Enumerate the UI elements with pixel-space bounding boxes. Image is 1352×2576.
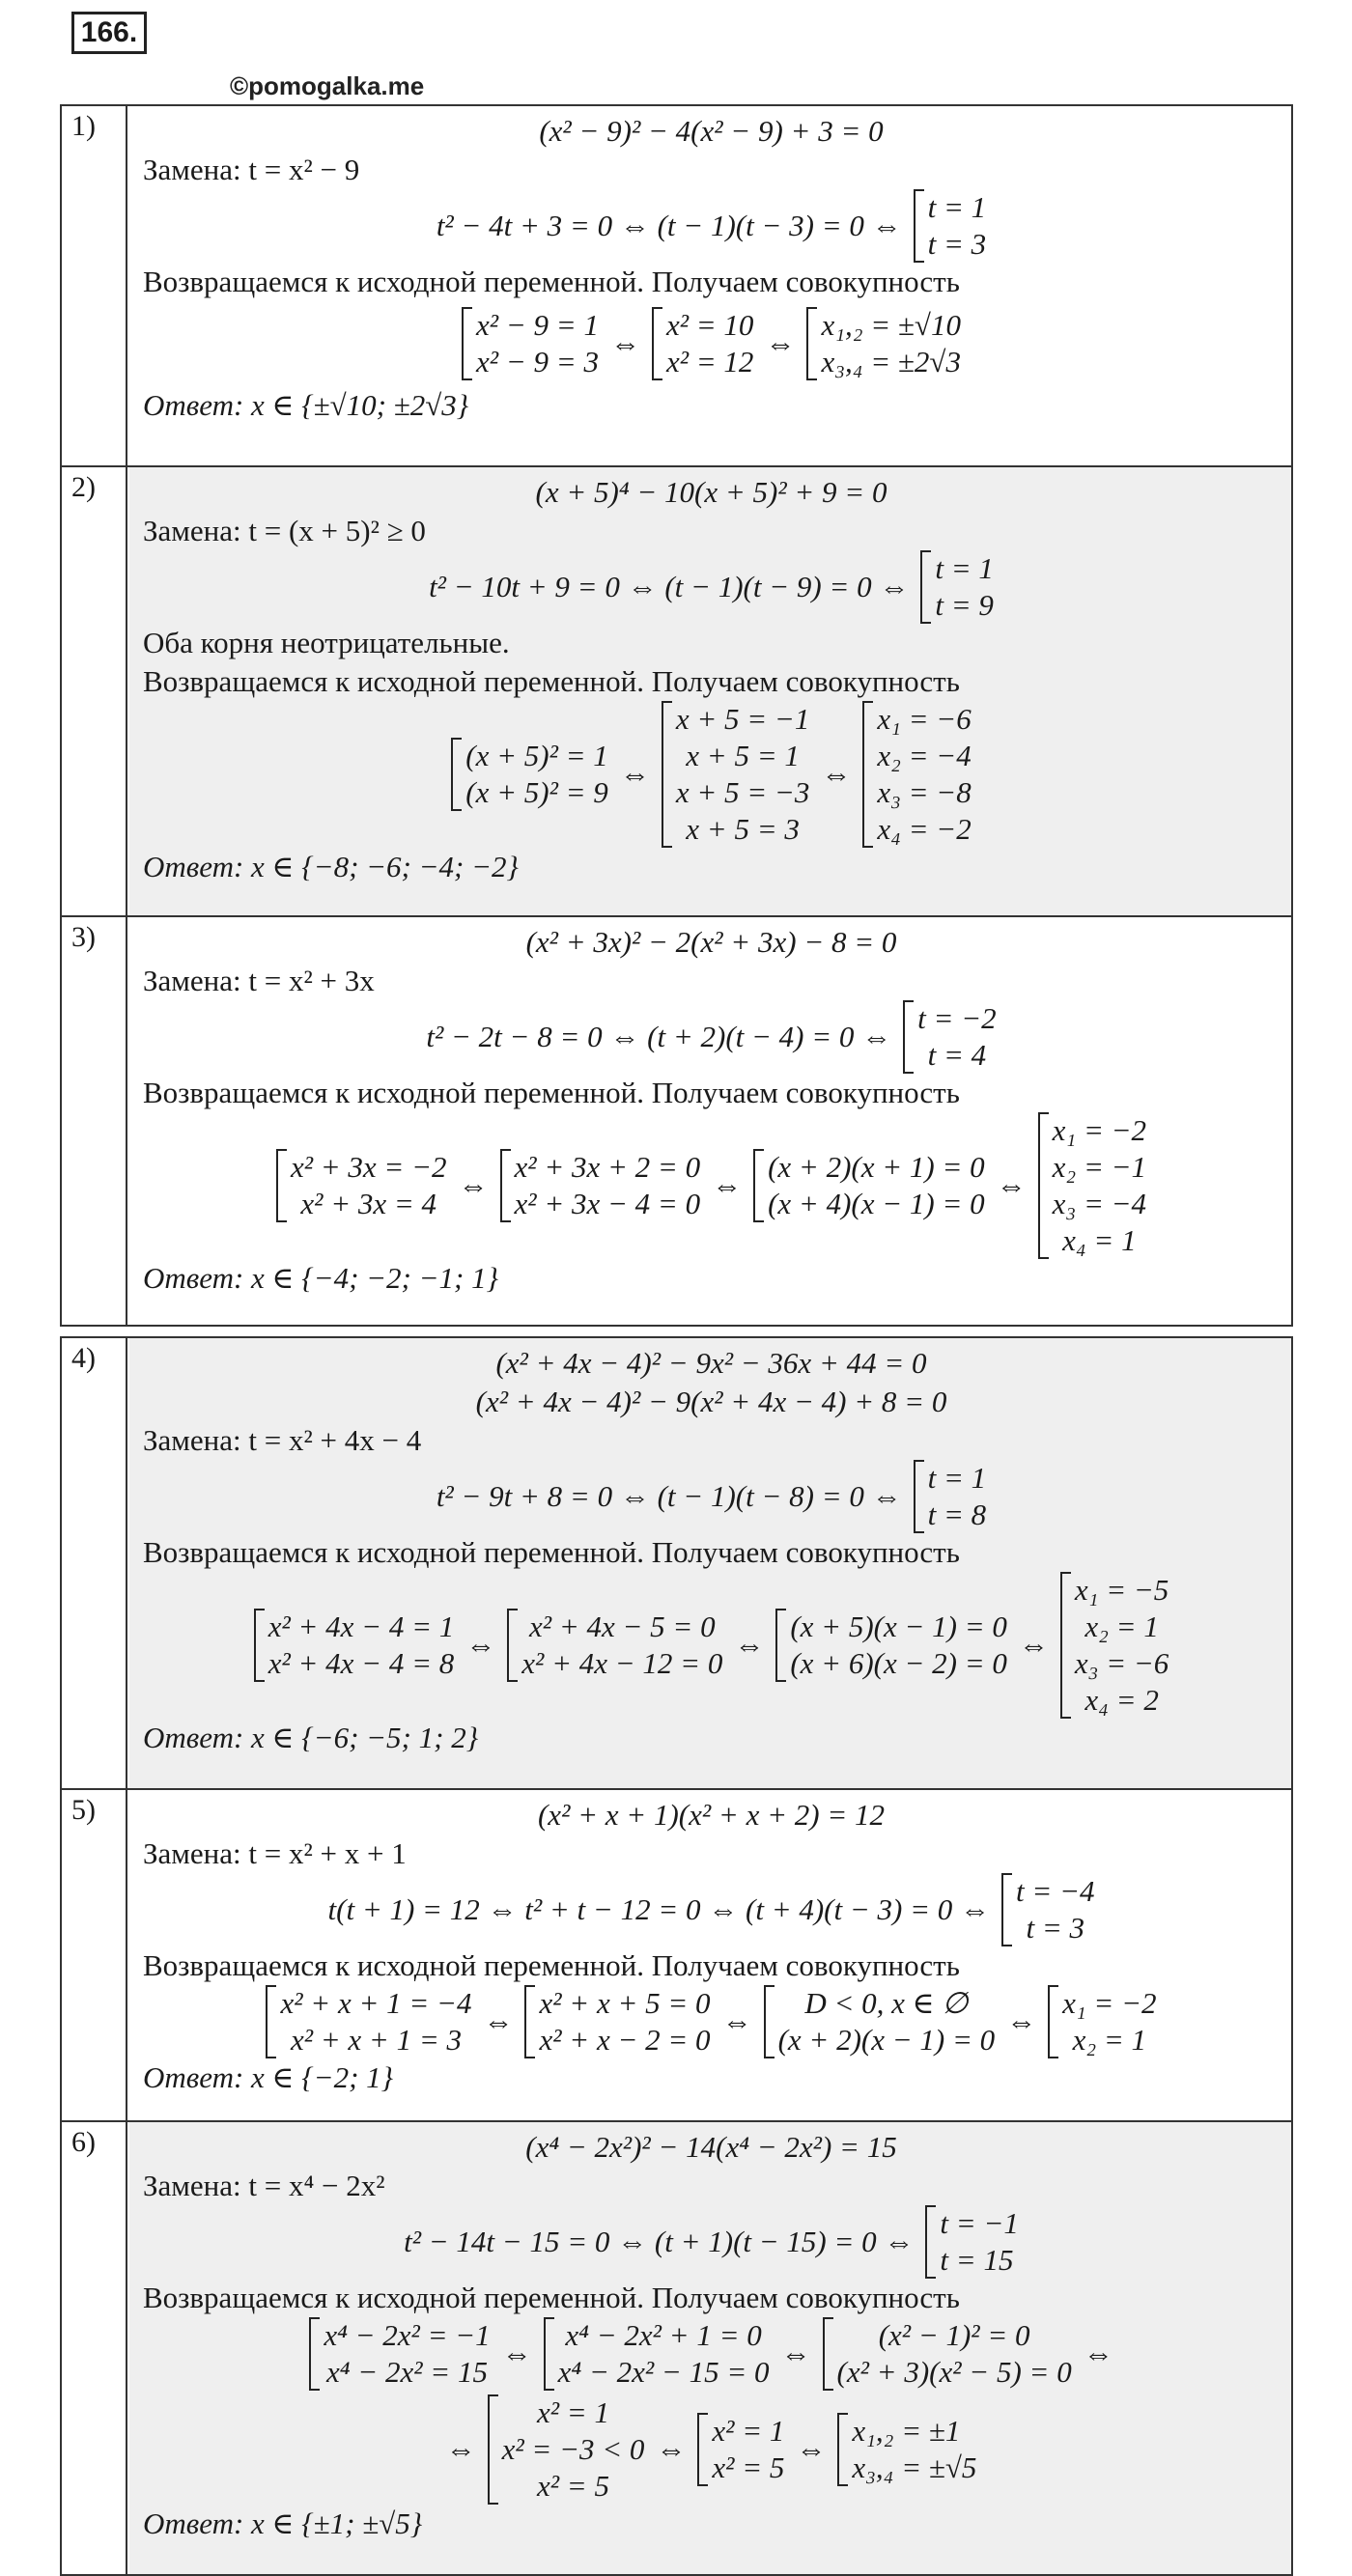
set-line: (x + 2)(x − 1) = 0 bbox=[777, 2023, 996, 2057]
quadratic: t² − 9t + 8 = 0 ⇔ (t − 1)(t − 8) = 0 ⇔ bbox=[436, 1479, 902, 1513]
solution-row-1 bbox=[62, 106, 1291, 465]
equiv-sign: ⇔ bbox=[656, 2432, 687, 2466]
solution-row-2 bbox=[62, 465, 1291, 915]
watermark: ©pomogalka.me bbox=[230, 71, 425, 100]
bracket-t-roots bbox=[925, 2205, 1018, 2279]
set-line: (x² + 3)(x² − 5) = 0 bbox=[836, 2355, 1072, 2389]
bracket-set-3 bbox=[753, 1149, 985, 1222]
set-line: (x + 5)(x − 1) = 0 bbox=[790, 1610, 1007, 1643]
answer: Ответ: x ∈ {±√10; ±2√3} bbox=[143, 388, 469, 422]
bracket-set-2 bbox=[500, 1149, 701, 1222]
solution-table-2 bbox=[60, 1336, 1293, 2576]
answer: Ответ: x ∈ {−4; −2; −1; 1} bbox=[143, 1261, 499, 1295]
bracket-t-roots bbox=[914, 189, 987, 263]
quadratic: t² − 14t − 15 = 0 ⇔ (t + 1)(t − 15) = 0 ⇔ bbox=[404, 2225, 915, 2258]
quadratic: t² − 2t − 8 = 0 ⇔ (t + 2)(t − 4) = 0 ⇔ bbox=[426, 1020, 892, 1053]
return-text: Возвращаемся к исходной переменной. Получаем совокупность bbox=[143, 1948, 960, 1982]
set-line: x⁴ − 2x² − 15 = 0 bbox=[557, 2355, 770, 2389]
set-line: x + 5 = −1 bbox=[675, 702, 810, 736]
bracket-set-1 bbox=[462, 307, 599, 380]
bracket-set-4 bbox=[1060, 1572, 1169, 1719]
set-line: x₄ = 1 bbox=[1062, 1223, 1137, 1257]
bracket-set-3 bbox=[775, 1609, 1007, 1682]
derivation-chain-continued bbox=[143, 2394, 1280, 2505]
bracket-t-roots bbox=[1001, 1873, 1094, 1946]
set-line: x⁴ − 2x² = −1 bbox=[324, 2318, 491, 2352]
equiv-sign: ⇔ bbox=[821, 757, 852, 791]
equation: (x + 5)⁴ − 10(x + 5)² + 9 = 0 bbox=[535, 475, 887, 509]
set-line: (x + 5)² = 1 bbox=[465, 739, 608, 772]
set-line: x₁ = −2 bbox=[1052, 1113, 1147, 1147]
row-label: 1) bbox=[62, 106, 127, 465]
bracket-set-3 bbox=[823, 2317, 1072, 2391]
quadratic-step bbox=[143, 1000, 1280, 1074]
bracket-set-1 bbox=[254, 1609, 455, 1682]
set-line: x² + 3x = 4 bbox=[300, 1187, 437, 1220]
set-line: x² − 9 = 1 bbox=[476, 308, 599, 342]
set-line: x² = 5 bbox=[537, 2469, 609, 2503]
bracket-set-2 bbox=[507, 1609, 722, 1682]
answer: Ответ: x ∈ {−2; 1} bbox=[143, 2060, 394, 2094]
return-text: Возвращаемся к исходной переменной. Получаем совокупность bbox=[143, 2281, 960, 2314]
substitution: Замена: t = x² − 9 bbox=[143, 153, 360, 186]
set-line: x₂ = −4 bbox=[877, 739, 972, 772]
solution-row-5 bbox=[62, 1788, 1291, 2120]
bracket-set-1 bbox=[451, 738, 608, 811]
equiv-sign: ⇔ bbox=[796, 2432, 827, 2466]
t-root: t = 1 bbox=[927, 190, 987, 224]
answer: Ответ: x ∈ {−6; −5; 1; 2} bbox=[143, 1721, 479, 1754]
set-line: x₃ = −4 bbox=[1052, 1187, 1147, 1220]
set-line: x + 5 = −3 bbox=[675, 775, 810, 809]
set-line: x² = 5 bbox=[712, 2450, 785, 2484]
set-line: D < 0, x ∈ ∅ bbox=[804, 1986, 969, 2020]
set-line: x² + 4x − 5 = 0 bbox=[529, 1610, 716, 1643]
answer: Ответ: x ∈ {±1; ±√5} bbox=[143, 2506, 423, 2540]
set-line: x² + 4x − 12 = 0 bbox=[521, 1646, 723, 1680]
set-line: x₄ = 2 bbox=[1084, 1683, 1159, 1717]
derivation-chain bbox=[143, 1985, 1280, 2058]
derivation-chain bbox=[143, 1572, 1280, 1719]
set-line: x² + x + 5 = 0 bbox=[539, 1986, 711, 2020]
bracket-set-3 bbox=[806, 307, 961, 380]
set-line: x₃ = −6 bbox=[1074, 1646, 1169, 1680]
equation: (x² + 4x − 4)² − 9x² − 36x + 44 = 0 bbox=[495, 1346, 927, 1380]
set-line: x₁,₂ = ±1 bbox=[852, 2414, 961, 2448]
bracket-set-1 bbox=[266, 1985, 471, 2058]
set-line: x₁,₂ = ±√10 bbox=[821, 308, 961, 342]
quadratic-step bbox=[143, 2205, 1280, 2279]
substitution: Замена: t = (x + 5)² ≥ 0 bbox=[143, 514, 426, 547]
set-line: x₁ = −5 bbox=[1074, 1573, 1169, 1607]
set-line: x² + 3x = −2 bbox=[290, 1150, 447, 1184]
derivation-chain bbox=[143, 701, 1280, 848]
set-line: x² + 3x − 4 = 0 bbox=[514, 1187, 701, 1220]
set-line: x² + 4x − 4 = 1 bbox=[268, 1610, 455, 1643]
set-line: (x + 2)(x + 1) = 0 bbox=[768, 1150, 985, 1184]
bracket-set-2 bbox=[544, 2317, 770, 2391]
derivation-chain bbox=[143, 2317, 1280, 2391]
derivation-chain bbox=[143, 307, 1280, 380]
solution-table-1 bbox=[60, 104, 1293, 1327]
row-label: 3) bbox=[62, 917, 127, 1325]
set-line: (x + 4)(x − 1) = 0 bbox=[768, 1187, 985, 1220]
equiv-sign: ⇔ bbox=[465, 1628, 496, 1662]
bracket-t-roots bbox=[920, 550, 994, 624]
equiv-sign: ⇔ bbox=[1006, 2004, 1037, 2038]
equiv-sign: ⇔ bbox=[765, 326, 796, 360]
note: Оба корня неотрицательные. bbox=[143, 626, 510, 659]
equiv-sign: ⇔ bbox=[458, 1168, 489, 1202]
equation: (x² + x + 1)(x² + x + 2) = 12 bbox=[537, 1798, 885, 1832]
quadratic-step bbox=[143, 550, 1280, 624]
bracket-t-roots bbox=[903, 1000, 996, 1074]
equiv-sign: ⇔ bbox=[721, 2004, 752, 2038]
bracket-set-4 bbox=[1038, 1112, 1146, 1259]
set-line: x⁴ − 2x² + 1 = 0 bbox=[565, 2318, 762, 2352]
substitution: Замена: t = x² + 4x − 4 bbox=[143, 1423, 422, 1457]
equiv-sign: ⇔ bbox=[501, 2337, 532, 2370]
equiv-sign: ⇔ bbox=[609, 326, 640, 360]
equiv-sign: ⇔ bbox=[996, 1168, 1027, 1202]
row-label: 6) bbox=[62, 2122, 127, 2574]
set-line: x² = 1 bbox=[537, 2395, 609, 2429]
solution-row-4 bbox=[62, 1338, 1291, 1788]
return-text: Возвращаемся к исходной переменной. Получаем совокупность bbox=[143, 664, 960, 698]
equation: (x² − 9)² − 4(x² − 9) + 3 = 0 bbox=[539, 114, 884, 148]
set-line: x² = 12 bbox=[665, 345, 754, 378]
set-line: x₂ = 1 bbox=[1072, 2023, 1147, 2057]
set-line: x² = −3 < 0 bbox=[501, 2432, 645, 2466]
bracket-set-2 bbox=[652, 307, 753, 380]
bracket-set-3 bbox=[764, 1985, 996, 2058]
t-root: t = 4 bbox=[927, 1038, 987, 1072]
set-line: x + 5 = 3 bbox=[686, 812, 800, 846]
solution-row-3 bbox=[62, 915, 1291, 1325]
quadratic: t(t + 1) = 12 ⇔ t² + t − 12 = 0 ⇔ (t + 4)(t − 3) = 0 ⇔ bbox=[327, 1892, 991, 1926]
set-line: x + 5 = 1 bbox=[686, 739, 800, 772]
bracket-set-4 bbox=[1048, 1985, 1156, 2058]
bracket-set-5 bbox=[697, 2413, 784, 2486]
quadratic-step bbox=[143, 1460, 1280, 1533]
row-label: 2) bbox=[62, 467, 127, 915]
t-root: t = 15 bbox=[940, 2243, 1014, 2277]
return-text: Возвращаемся к исходной переменной. Получаем совокупность bbox=[143, 1076, 960, 1109]
equation: (x⁴ − 2x²)² − 14(x⁴ − 2x²) = 15 bbox=[525, 2130, 897, 2164]
equation-rewritten: (x² + 4x − 4)² − 9(x² + 4x − 4) + 8 = 0 bbox=[475, 1385, 947, 1418]
set-line: x₁ = −2 bbox=[1062, 1986, 1157, 2020]
set-line: x₃,₄ = ±√5 bbox=[852, 2450, 977, 2484]
equiv-sign: ⇔ bbox=[445, 2432, 476, 2466]
set-line: x² − 9 = 3 bbox=[476, 345, 599, 378]
set-line: x² + 3x + 2 = 0 bbox=[514, 1150, 701, 1184]
substitution: Замена: t = x² + x + 1 bbox=[143, 1836, 407, 1870]
set-line: x₂ = 1 bbox=[1084, 1610, 1159, 1643]
equiv-sign: ⇔ bbox=[1018, 1628, 1049, 1662]
set-line: x₃,₄ = ±2√3 bbox=[821, 345, 961, 378]
quadratic-step bbox=[143, 1873, 1280, 1946]
t-root: t = −2 bbox=[917, 1001, 997, 1035]
bracket-set-1 bbox=[276, 1149, 447, 1222]
set-line: (x² − 1)² = 0 bbox=[878, 2318, 1030, 2352]
set-line: x₁ = −6 bbox=[877, 702, 972, 736]
equiv-sign: ⇔ bbox=[619, 757, 650, 791]
quadratic-step bbox=[143, 189, 1280, 263]
t-root: t = 8 bbox=[927, 1498, 987, 1531]
t-root: t = −1 bbox=[940, 2206, 1019, 2240]
bracket-set-2 bbox=[524, 1985, 710, 2058]
t-root: t = 3 bbox=[1026, 1911, 1085, 1945]
row-label: 4) bbox=[62, 1338, 127, 1788]
bracket-set-1 bbox=[309, 2317, 490, 2391]
set-line: x² + x − 2 = 0 bbox=[539, 2023, 711, 2057]
substitution: Замена: t = x⁴ − 2x² bbox=[143, 2169, 385, 2202]
t-root: t = −4 bbox=[1016, 1874, 1095, 1908]
derivation-chain bbox=[143, 1112, 1280, 1259]
bracket-set-4 bbox=[488, 2394, 645, 2505]
t-root: t = 3 bbox=[927, 227, 987, 261]
set-line: x₂ = −1 bbox=[1052, 1150, 1147, 1184]
set-line: x² + x + 1 = −4 bbox=[280, 1986, 472, 2020]
t-root: t = 9 bbox=[935, 588, 994, 622]
bracket-t-roots bbox=[914, 1460, 987, 1533]
set-line: x₄ = −2 bbox=[877, 812, 972, 846]
problem-number: 166. bbox=[71, 12, 147, 54]
equiv-sign: ⇔ bbox=[712, 1168, 743, 1202]
t-root: t = 1 bbox=[935, 551, 994, 585]
set-line: (x + 6)(x − 2) = 0 bbox=[790, 1646, 1007, 1680]
quadratic: t² − 10t + 9 = 0 ⇔ (t − 1)(t − 9) = 0 ⇔ bbox=[429, 570, 910, 603]
return-text: Возвращаемся к исходной переменной. Получаем совокупность bbox=[143, 265, 960, 298]
quadratic: t² − 4t + 3 = 0 ⇔ (t − 1)(t − 3) = 0 ⇔ bbox=[436, 209, 902, 242]
equation: (x² + 3x)² − 2(x² + 3x) − 8 = 0 bbox=[525, 925, 897, 959]
equiv-sign: ⇔ bbox=[734, 1628, 765, 1662]
bracket-set-3 bbox=[862, 701, 971, 848]
set-line: (x + 5)² = 9 bbox=[465, 775, 608, 809]
set-line: x² = 1 bbox=[712, 2414, 785, 2448]
substitution: Замена: t = x² + 3x bbox=[143, 964, 375, 997]
bracket-set-2 bbox=[662, 701, 810, 848]
set-line: x₃ = −8 bbox=[877, 775, 972, 809]
answer: Ответ: x ∈ {−8; −6; −4; −2} bbox=[143, 850, 519, 883]
solution-row-6 bbox=[62, 2120, 1291, 2574]
set-line: x² = 10 bbox=[665, 308, 754, 342]
set-line: x⁴ − 2x² = 15 bbox=[326, 2355, 488, 2389]
set-line: x² + 4x − 4 = 8 bbox=[268, 1646, 455, 1680]
row-label: 5) bbox=[62, 1790, 127, 2120]
equiv-sign: ⇔ bbox=[780, 2337, 811, 2370]
return-text: Возвращаемся к исходной переменной. Получаем совокупность bbox=[143, 1535, 960, 1569]
equiv-sign: ⇔ bbox=[483, 2004, 514, 2038]
equiv-sign: ⇔ bbox=[1083, 2337, 1113, 2370]
bracket-set-6 bbox=[837, 2413, 976, 2486]
set-line: x² + x + 1 = 3 bbox=[290, 2023, 463, 2057]
t-root: t = 1 bbox=[927, 1461, 987, 1495]
